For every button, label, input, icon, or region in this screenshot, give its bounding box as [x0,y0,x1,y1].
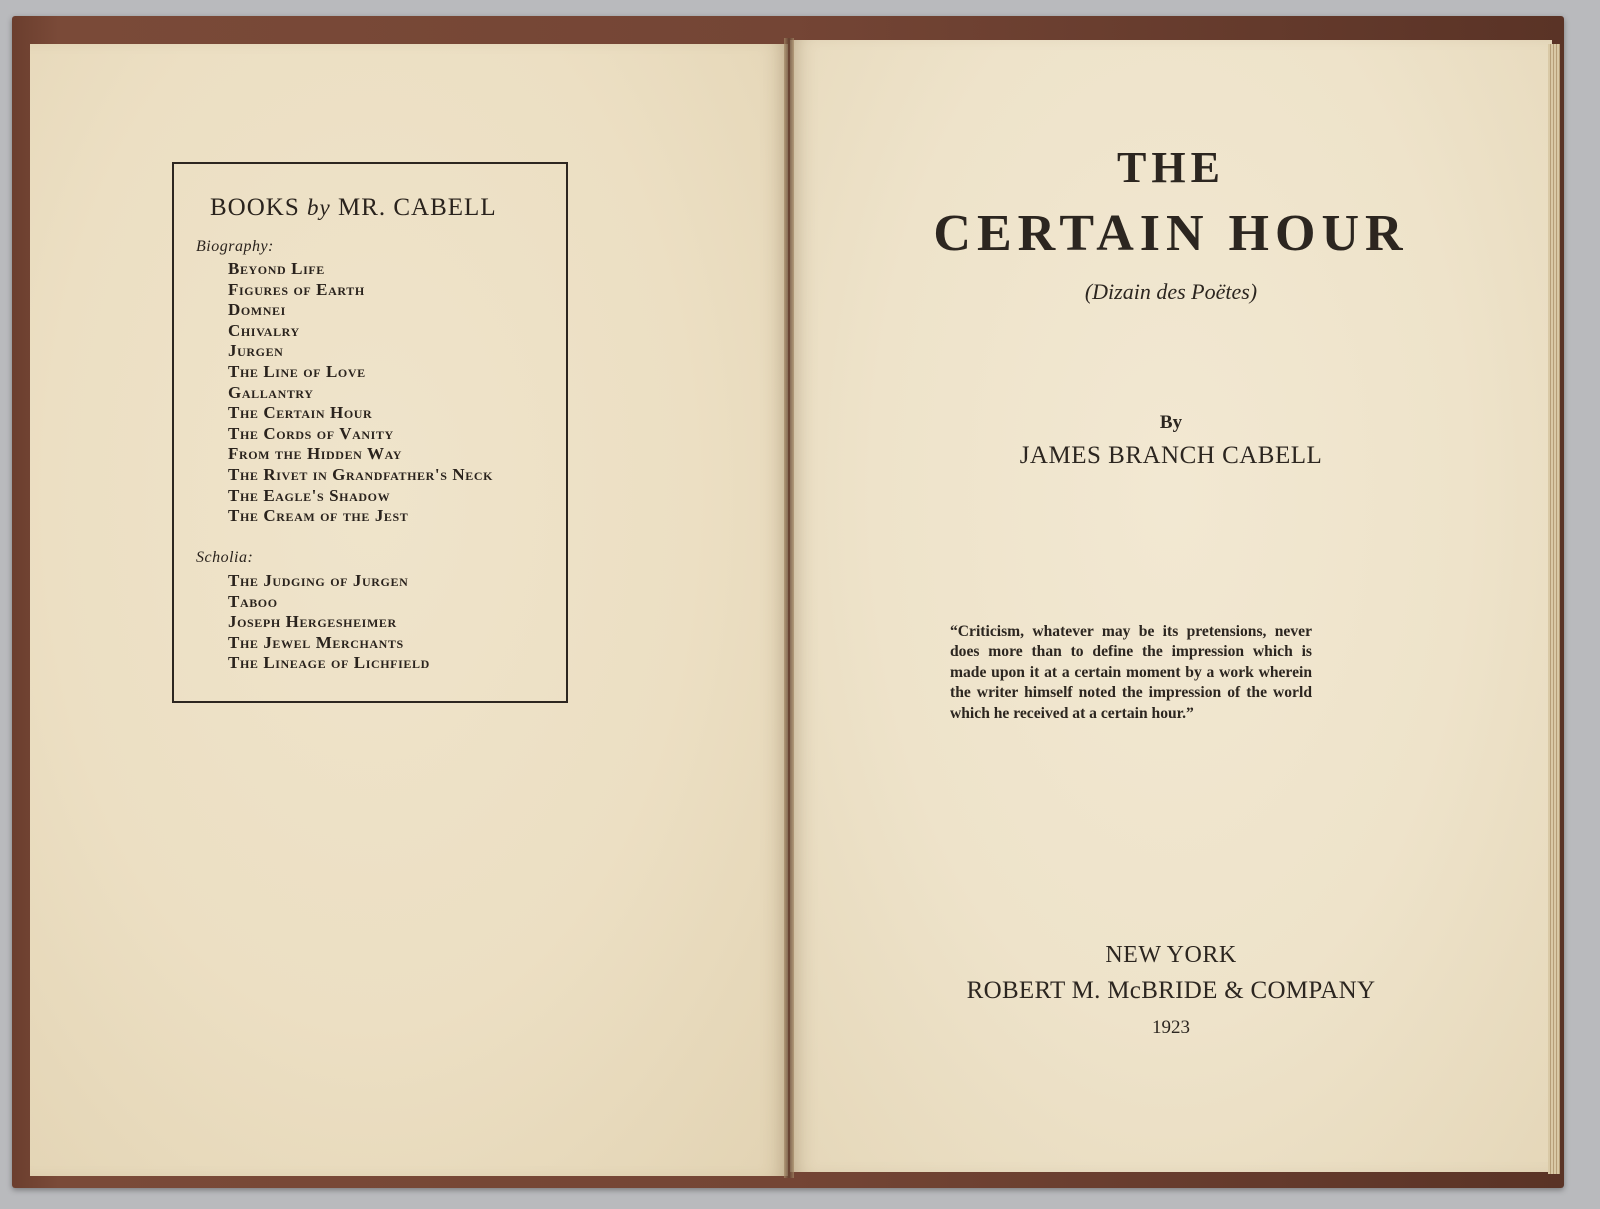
list-item: Domnei [228,300,286,320]
books-heading-post: MR. CABELL [337,194,497,221]
author-name: JAMES BRANCH CABELL [1019,442,1323,469]
scholia-label: Scholia: [196,549,254,566]
by-label: By [1159,412,1183,433]
list-item: The Eagle's Shadow [228,485,391,505]
list-item: The Judging of Jurgen [228,571,409,590]
biography-list [228,259,493,527]
list-item: The Rivet in Grandfather's Neck [228,464,494,484]
publisher-name: ROBERT M. McBRIDE & COMPANY [966,977,1376,1004]
list-item: The Certain Hour [228,403,373,423]
list-item: The Cream of the Jest [228,506,409,526]
publication-year: 1923 [1152,1017,1190,1038]
list-item: Gallantry [228,382,314,402]
list-item: From the Hidden Way [228,444,403,464]
books-heading-pre: BOOKS [210,194,300,221]
books-heading-by: by [307,195,331,220]
list-item: The Lineage of Lichfield [228,653,430,673]
biography-label: Biography: [196,238,274,255]
list-item: Jurgen [228,341,284,361]
title-line-2: CERTAIN HOUR [933,205,1409,262]
books-heading [210,194,550,222]
list-item: The Line of Love [228,361,366,381]
list-item: Joseph Hergesheimer [228,612,397,632]
list-item: Figures of Earth [228,279,365,299]
list-item: Taboo [228,591,278,611]
subtitle: (Dizain des Poëtes) [1084,279,1258,304]
publisher-place: NEW YORK [1105,942,1237,968]
list-item: Beyond Life [228,259,325,278]
scholia-list [228,571,430,674]
title-line-1: THE [1117,143,1225,192]
books-by-author-box [172,162,568,703]
list-item: Chivalry [228,320,300,340]
epigraph-quote: “Criticism, whatever may be its pretensions, never does more than to define the impression which is made upon it at a certain moment by a work wherein the writer himself noted the impression of the world which he received at a certain hour.” [950,623,1312,722]
list-item: The Jewel Merchants [228,632,404,652]
list-item: The Cords of Vanity [228,423,394,443]
